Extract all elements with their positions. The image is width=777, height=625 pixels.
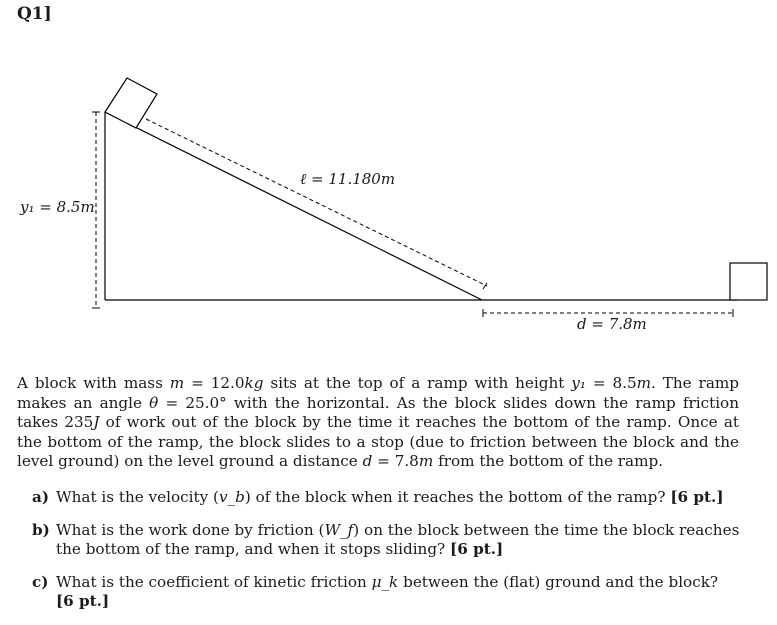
height-label: y₁ = 8.5m — [20, 198, 95, 216]
ramp-length-dimension-line — [146, 119, 487, 286]
points-label: [6 pt.] — [450, 540, 504, 558]
ramp-incline — [105, 112, 482, 300]
problem-statement: A block with mass m = 12.0kg sits at the top of a ramp with height y₁ = 8.5m. The ramp makes an angle θ = 25.0° with the horizontal. As the block slides down the ramp friction takes 235J of work out of the block by the time it reaches the bottom of the ramp. Once at the bottom of the ramp, the block slides to a stop (due to friction between the block and the level ground) on the level ground a distance d = 7.8m from the bottom of the ramp. — [17, 374, 739, 470]
distance-label: d = 7.8m — [577, 315, 647, 333]
question-letter: a) — [32, 488, 50, 506]
ramp-length-label: ℓ = 11.180m — [300, 170, 396, 188]
question-item: b) What is the work done by friction (W_f) on the block between the time the block reaches the bottom of the ramp, and when it stops sliding? [6 pt.] — [32, 520, 740, 558]
points-label: [6 pt.] — [56, 592, 110, 610]
question-number: Q1] — [17, 4, 52, 24]
question-item: a) What is the velocity (v_b) of the block when it reaches the bottom of the ramp? [6 pt.] — [32, 488, 724, 506]
question-letter: b) — [32, 520, 50, 539]
question-list — [32, 488, 740, 625]
points-label: [6 pt.] — [670, 488, 724, 506]
question-item: c) What is the coefficient of kinetic friction μ_k between the (flat) ground and the block? [6 pt.] — [32, 572, 719, 610]
question-letter: c) — [32, 572, 49, 591]
block-on-ground — [730, 263, 767, 300]
